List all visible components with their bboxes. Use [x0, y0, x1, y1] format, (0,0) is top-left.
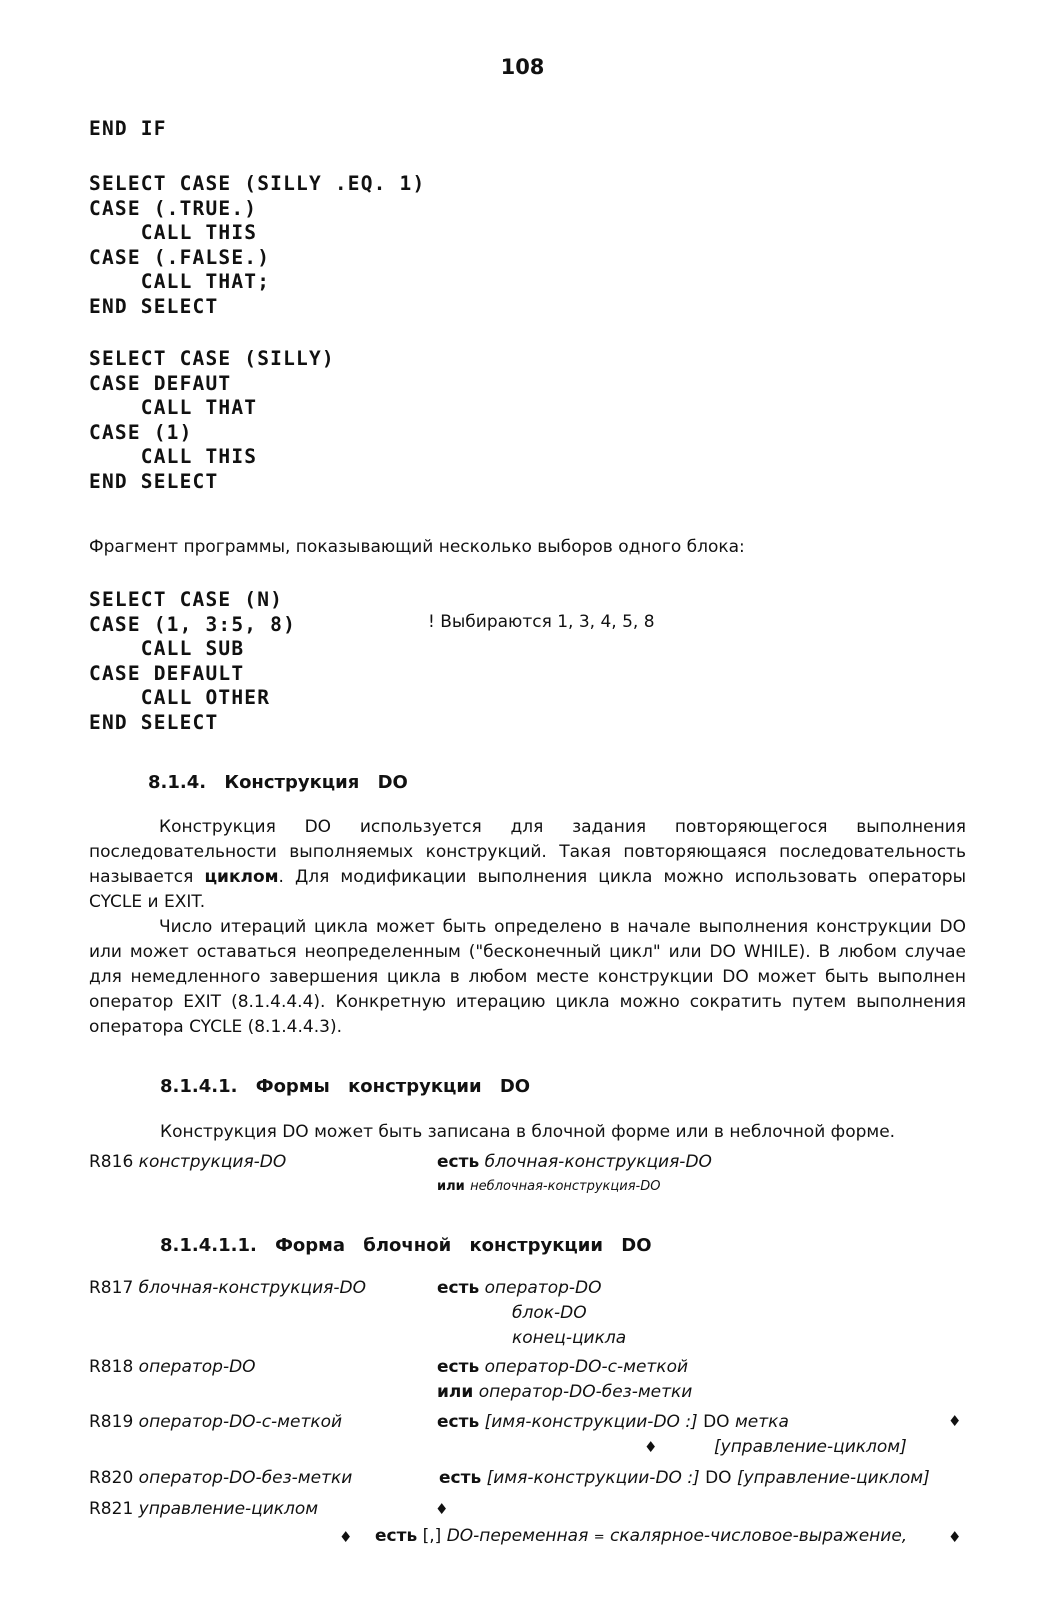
rule-part: [управление-циклом]: [736, 1468, 930, 1488]
rule-r819-part3: [управление-циклом]: [714, 1437, 907, 1457]
rule-r817-line2: блок-DO: [512, 1303, 587, 1323]
section-heading-8-1-4-1-1: 8.1.4.1.1. Форма блочной конструкции DO: [160, 1235, 652, 1256]
term-cycle: циклом: [204, 867, 279, 887]
rule-r821-def: [375, 1524, 907, 1550]
code-line: END IF: [89, 117, 167, 140]
code-block-select-n: [89, 588, 296, 735]
rule-alt: оператор-DO-с-меткой: [484, 1357, 689, 1377]
rule-number: R817: [89, 1278, 134, 1298]
code-line: CASE DEFAULT: [89, 661, 245, 685]
rule-number: R818: [89, 1357, 134, 1377]
code-line: CALL THAT;: [89, 270, 271, 293]
paragraph-iterations: Число итераций цикла может быть определено в начале выполнения конструкции DO или может оставаться неопределенным ("бесконечный цикл" или DO WHILE). В любом случае для немедленного завершения цикла в любом месте конструкции DO может быть выполнен оператор EXIT (8.1.4.4.4). Конкретную итерацию цикла можно сократить путем выполнения оператора CYCLE (8.1.4.4.3).: [89, 917, 966, 1037]
code-line: CASE (.FALSE.): [89, 245, 271, 269]
code-line: CALL OTHER: [89, 686, 271, 709]
rule-name: конструкция-DO: [138, 1152, 287, 1172]
code-block-select-silly-eq: [89, 172, 425, 319]
rule-r816-def: [437, 1150, 712, 1175]
rule-r818: [89, 1355, 256, 1380]
rule-name: оператор-DO: [138, 1357, 256, 1377]
rule-r816-or: [437, 1176, 660, 1196]
rule-r818-def: [437, 1355, 688, 1380]
diamond-icon: ♦: [644, 1438, 658, 1456]
keyword-is: есть: [437, 1152, 480, 1172]
section-heading-8-1-4-1: 8.1.4.1. Формы конструкции DO: [160, 1076, 531, 1097]
rule-r817: [89, 1276, 366, 1301]
paragraph-text: . Для модификации выполнения цикла можно использовать операторы CYCLE и EXIT.: [89, 867, 966, 912]
code-line: CASE (.TRUE.): [89, 196, 258, 220]
code-line: CALL THIS: [89, 445, 258, 468]
keyword-is: есть: [439, 1468, 482, 1488]
rule-name: оператор-DO-с-меткой: [138, 1412, 343, 1432]
code-line: CASE (1, 3:5, 8): [89, 612, 297, 636]
keyword-is: есть: [375, 1526, 418, 1546]
rule-r818-or: [437, 1380, 692, 1405]
diamond-icon: ♦: [948, 1412, 962, 1430]
code-line: END SELECT: [89, 294, 219, 318]
rule-part: [,]: [422, 1526, 442, 1546]
rule-r820: [89, 1466, 352, 1491]
section-heading-8-1-4: 8.1.4. Конструкция DO: [148, 772, 408, 793]
rule-line: оператор-DO: [484, 1278, 602, 1298]
rule-part: [имя-конструкции-DO :]: [486, 1468, 700, 1488]
rule-r820-def: [439, 1466, 930, 1491]
rule-name: управление-циклом: [138, 1499, 319, 1519]
code-line: CALL SUB: [89, 637, 245, 660]
page-number: 108: [500, 55, 545, 79]
keyword-or: или: [437, 1179, 465, 1194]
code-block-end-if: [89, 117, 167, 142]
keyword-do: DO: [705, 1468, 732, 1488]
rule-number: R821: [89, 1499, 134, 1519]
diamond-icon: ♦: [435, 1500, 449, 1518]
paragraph-text: Конструкция DO используется для задания повторяющегося выполнения последовательности выполняемых конструкций. Такая повторяющаяся последовательность называется: [89, 817, 966, 887]
rule-r817-line3: конец-цикла: [512, 1328, 627, 1348]
fragment-caption: Фрагмент программы, показывающий несколько выборов одного блока:: [89, 537, 745, 557]
rule-alt: неблочная-конструкция-DO: [470, 1179, 661, 1194]
code-line: SELECT CASE (SILLY): [89, 347, 335, 370]
code-line: END SELECT: [89, 469, 219, 493]
rule-number: R816: [89, 1152, 134, 1172]
rule-number: R819: [89, 1412, 134, 1432]
keyword-do: DO: [703, 1412, 730, 1432]
rule-number: R820: [89, 1468, 134, 1488]
equals-sign: =: [593, 1530, 605, 1545]
rule-r819-def: [437, 1410, 789, 1435]
keyword-is: есть: [437, 1278, 480, 1298]
code-line: SELECT CASE (N): [89, 588, 284, 611]
rule-alt: блочная-конструкция-DO: [484, 1152, 712, 1172]
rule-name: оператор-DO-без-метки: [138, 1468, 353, 1488]
rule-r816: [89, 1150, 286, 1175]
paragraph-do-construct: [89, 815, 966, 915]
keyword-or: или: [437, 1382, 474, 1402]
keyword-is: есть: [437, 1357, 480, 1377]
rule-part: [имя-конструкции-DO :]: [484, 1412, 698, 1432]
rule-part: скалярное-числовое-выражение,: [610, 1526, 908, 1546]
code-line: CASE DEFAUT: [89, 371, 232, 395]
diamond-icon: ♦: [948, 1528, 962, 1546]
rule-r817-def: [437, 1276, 602, 1301]
rule-name: блочная-конструкция-DO: [138, 1278, 366, 1298]
code-block-select-silly: [89, 347, 335, 494]
rule-part: DO-переменная: [446, 1526, 589, 1546]
paragraph-forms: Конструкция DO может быть записана в блочной форме или в неблочной форме.: [160, 1122, 896, 1142]
rule-part: метка: [734, 1412, 789, 1432]
code-line: END SELECT: [89, 710, 219, 734]
keyword-is: есть: [437, 1412, 480, 1432]
code-line: CASE (1): [89, 420, 193, 444]
code-line: CALL THIS: [89, 221, 258, 244]
diamond-icon: ♦: [339, 1528, 353, 1546]
rule-alt: оператор-DO-без-метки: [478, 1382, 693, 1402]
code-comment: ! Выбираются 1, 3, 4, 5, 8: [428, 612, 655, 632]
code-line: CALL THAT: [89, 396, 258, 419]
rule-r821: [89, 1497, 318, 1522]
code-line: SELECT CASE (SILLY .EQ. 1): [89, 172, 426, 195]
rule-r819: [89, 1410, 342, 1435]
